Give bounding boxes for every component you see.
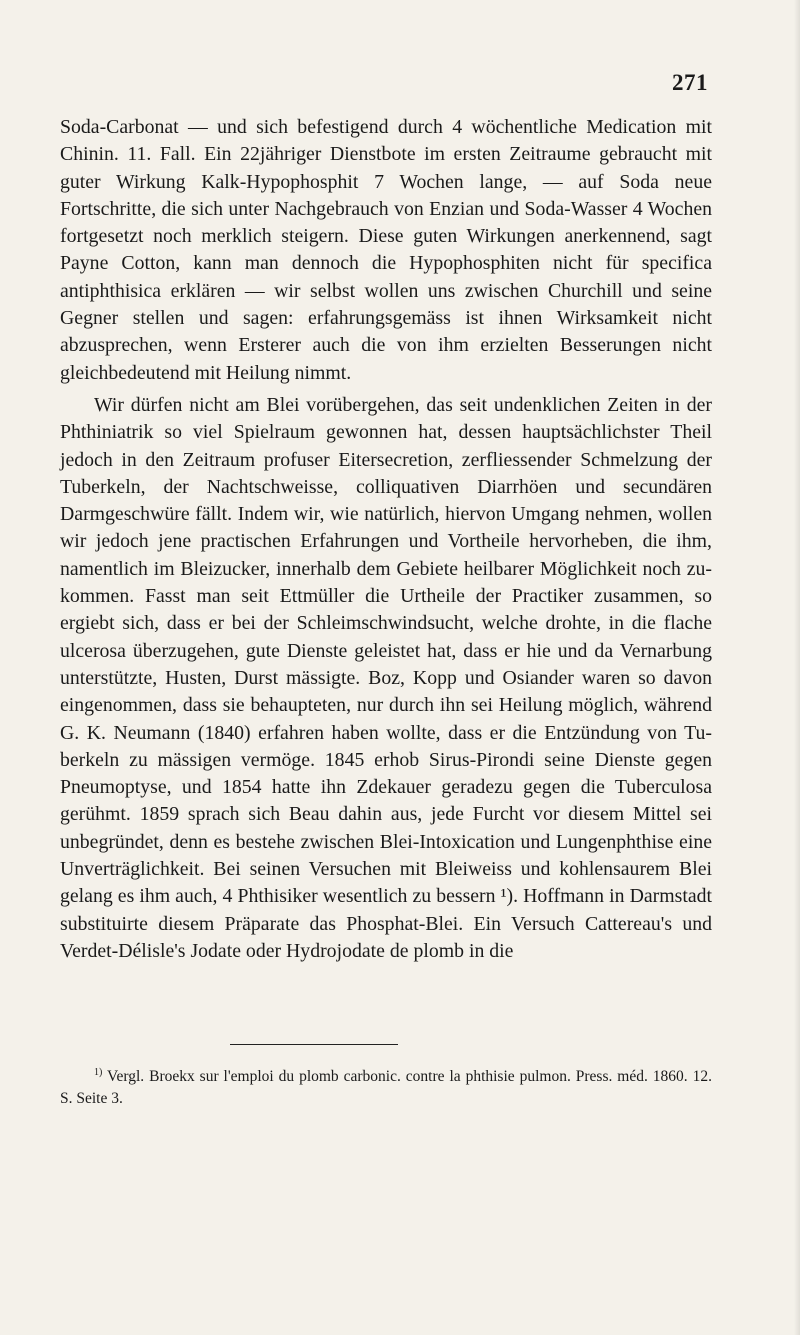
page-number: 271 xyxy=(672,70,708,95)
footnote-divider xyxy=(230,1044,398,1045)
footnote-text: Vergl. Broekx sur l'emploi du plomb carbonic. contre la phthisie pulmon. Press. méd. 1860. 12. S. Seite 3. xyxy=(60,1068,712,1108)
body-text xyxy=(60,114,712,965)
paragraph-2: Wir dürfen nicht am Blei vorübergehen, das seit undenklichen Zeiten in der Phthiniatrik so viel Spielraum gewonnen hat, dessen hauptsächlichster Theil jedoch in den Zeitraum profuser Eitersecretion, zerfliessender Schmelzung der Tuberkeln, der Nachtschweisse, colliquativen Diarrhöen und secundären Darmgeschwüre fällt. Indem wir, wie natürlich, hiervon Umgang nehmen, wollen wir jedoch jene practischen Erfahrungen und Vortheile hervorheben, die ihm, namentlich im Bleizucker, innerhalb dem Gebiete heilbarer Möglichkeit noch zukommen. Fasst man seit Ettmüller die Urtheile der Practiker zusammen, so ergiebt sich, dass er bei der Schleimschwindsucht, welche drohte, in die flache ulcerosa überzugehen, gute Dienste geleistet hat, dass er hie und da Vernarbung unterstützte, Husten, Durst mässigte. Boz, Kopp und Osiander waren so davon eingenommen, dass sie behaupteten, nur durch ihn sei Heilung möglich, während G. K. Neumann (1840) erfahren haben wollte, dass er die Entzündung von Tuberkeln zu mässigen vermöge. 1845 erhob Sirus-Pirondi seine Dienste gegen Pneumoptyse, und 1854 hatte ihn Zdekauer geradezu gegen die Tuberculosa gerühmt. 1859 sprach sich Beau dahin aus, jede Furcht vor diesem Mittel sei unbegründet, denn es bestehe zwischen Blei-Intoxication und Lungenphthise eine Unverträglichkeit. Bei seinen Versuchen mit Bleiweiss und kohlensaurem Blei gelang es ihm auch, 4 Phthisiker wesentlich zu bessern ¹). Hoffmann in Darmstadt substituirte diesem Präparate das Phosphat-Blei. Ein Versuch Cattereau's und Verdet-Délisle's Jodate oder Hydrojodate de plomb in die xyxy=(60,393,712,962)
footnote xyxy=(60,1062,712,1110)
footnote-marker: 1) xyxy=(94,1067,103,1078)
paragraph-1: Soda-Carbonat — und sich befestigend durch 4 wöchentliche Medication mit Chinin. 11. Fall. Ein 22jähriger Dienstbote im ersten Zeitraume gebraucht mit guter Wirkung Kalk-Hypophosphit 7 Wochen lange, — auf Soda neue Fortschritte, die sich unter Nachgebrauch von Enzian und Soda-Wasser 4 Wochen fortgesetzt noch merklich steigern. Diese guten Wirkungen anerkennend, sagt Payne Cotton, kann man dennoch die Hypophosphiten nicht für specifica antiphthisica erklären — wir selbst wollen uns zwischen Churchill und seine Gegner stellen und sagen: erfahrungsgemäss ist ihnen Wirksamkeit nicht abzusprechen, wenn Ersterer auch die von ihm erzielten Besserungen nicht gleichbedeutend mit Heilung nimmt. xyxy=(60,116,712,384)
scan-edge-shadow xyxy=(794,0,800,1335)
